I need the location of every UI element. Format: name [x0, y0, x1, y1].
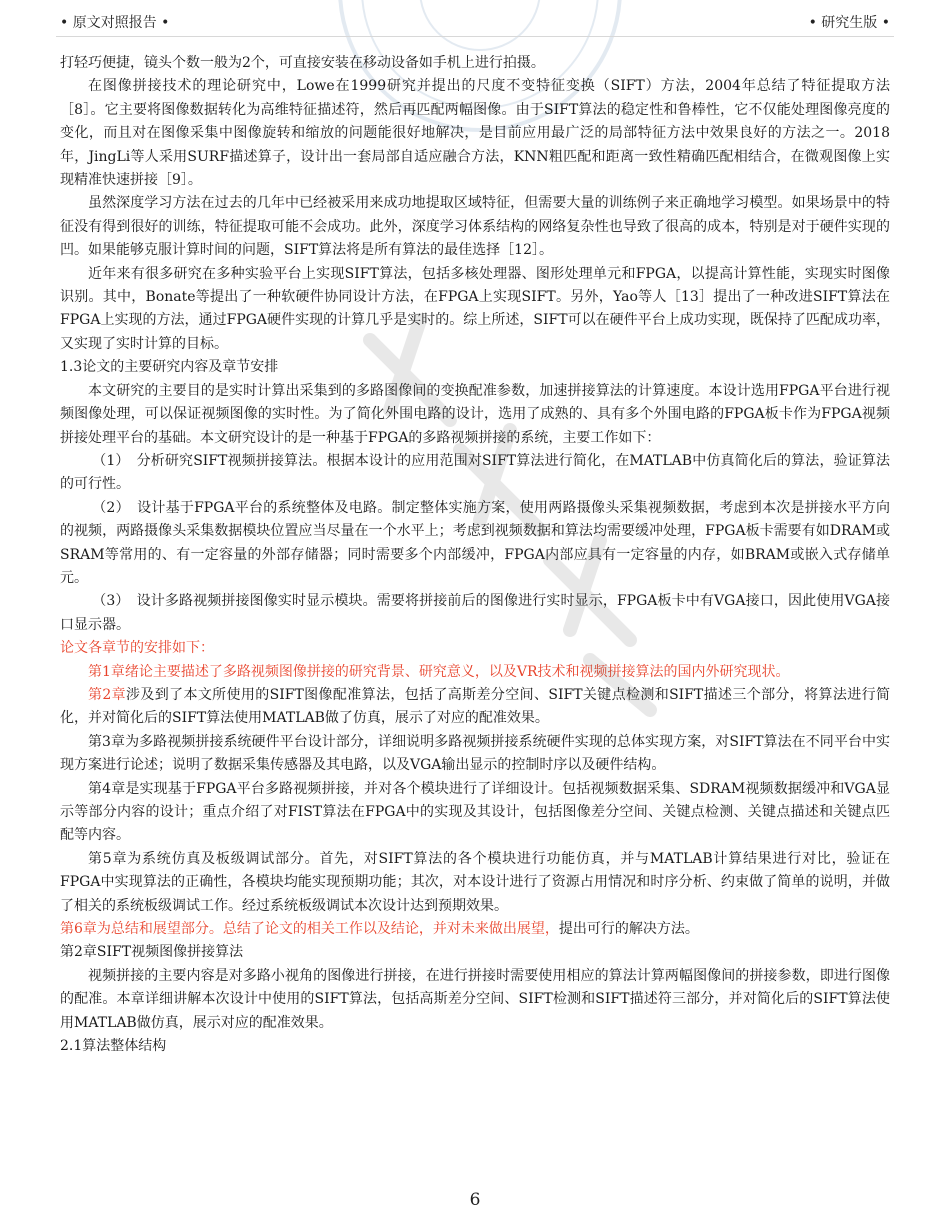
header-divider — [56, 36, 894, 37]
paragraph — [60, 918, 890, 941]
paragraph — [60, 684, 890, 731]
highlighted-span: 第6章为总结和展望部分。总结了论文的相关工作以及结论，并对未来做出展望， — [60, 921, 559, 938]
section-heading: 2.1算法整体结构 — [60, 1038, 167, 1055]
paragraph: 第3章为多路视频拼接系统硬件平台设计部分，详细说明多路视频拼接系统硬件实现的总体实现方案，对SIFT算法在不同平台中实现方案进行论述；说明了数据采集传感器及其电路，以及VGA输出显示的控制时序以及硬件结构。 — [60, 733, 890, 774]
list-item: （1） 分析研究SIFT视频拼接算法。根据本设计的应用范围对SIFT算法进行简化，在MATLAB中仿真简化后的算法，验证算法的可行性。 — [60, 452, 890, 493]
list-item: （3） 设计多路视频拼接图像实时显示模块。需要将拼接前后的图像进行实时显示，FPGA板卡中有VGA接口，因此使用VGA接口显示器。 — [60, 593, 890, 633]
chapter-heading: 第2章SIFT视频图像拼接算法 — [60, 944, 244, 961]
page-number: 6 — [469, 1190, 481, 1210]
paragraph: 打轻巧便捷，镜头个数一般为2个，可直接安装在移动设备如手机上进行拍摄。 — [60, 55, 545, 71]
paragraph: 在图像拼接技术的理论研究中，Lowe在1999研究并提出的尺度不变特征变换（SIFT）方法，2004年总结了特征提取方法［8］。它主要将图像数据转化为高维特征描述符，然后再匹配两幅图像。由于SIFT算法的稳定性和鲁棒性，它不仅能处理图像亮度的变化，而且对在图像采集中图像旋转和缩放的问题能很好地解决，是目前应用最广泛的局部特征方法中效果良好的方法之一。2018年，JingLi等人采用SURF描述算子，设计出一套局部自适应融合方法，KNN粗匹配和距离一致性精确匹配相结合，在微观图像上实现精准快速拼接［9］。 — [60, 78, 890, 189]
header-left-label: • 原文对照报告 • — [60, 15, 170, 31]
paragraph: 第4章是实现基于FPGA平台多路视频拼接，并对各个模块进行了详细设计。包括视频数据采集、SDRAM视频数据缓冲和VGA显示等部分内容的设计；重点介绍了对FIST算法在FPGA中的实现及其设计，包括图像差分空间、关键点检测、关键点描述和关键点匹配等内容。 — [60, 780, 890, 844]
paragraph: 近年来有很多研究在多种实验平台上实现SIFT算法，包括多核处理器、图形处理单元和FPGA，以提高计算性能，实现实时图像识别。其中，Bonate等提出了一种软硬件协同设计方法，在FPGA上实现SIFT。另外，Yao等人［13］提出了一种改进SIFT算法在FPGA上实现的方法，通过FPGA硬件实现的计算几乎是实时的。综上所述，SIFT可以在硬件平台上成功实现，既保持了匹配成功率，又实现了实时计算的目标。 — [60, 265, 890, 352]
paragraph: 虽然深度学习方法在过去的几年中已经被采用来成功地提取区域特征，但需要大量的训练例子来正确地学习模型。如果场景中的特征没有得到很好的训练，特征提取可能不会成功。此外，深度学习体系结构的网络复杂性也导致了很高的成本，特别是对于硬件实现的凹。如果能够克服计算时间的问题，SIFT算法将是所有算法的最佳选择［12］。 — [60, 195, 890, 259]
highlighted-paragraph: 第1章绪论主要描述了多路视频图像拼接的研究背景、研究意义，以及VR技术和视频拼接算法的国内外研究现状。 — [88, 663, 790, 680]
list-item: （2） 设计基于FPGA平台的系统整体及电路。制定整体实施方案，使用两路摄像头采集视频数据，考虑到本次是拼接水平方向的视频，两路摄像头采集数据模块位置应当尽量在一个水平上；考虑到视频数据和算法均需要缓冲处理，FPGA板卡需要有如DRAM或SRAM等常用的、有一定容量的外部存储器；同时需要多个内部缓冲，FPGA内部应具有一定容量的内存，如BRAM或嵌入式存储单元。 — [60, 499, 890, 586]
paragraph: 视频拼接的主要内容是对多路小视角的图像进行拼接，在进行拼接时需要使用相应的算法计算两幅图像间的拼接参数，即进行图像的配准。本章详细讲解本次设计中使用的SIFT算法，包括高斯差分空间、SIFT检测和SIFT描述符三部分，并对简化后的SIFT算法使用MATLAB做仿真，展示对应的配准效果。 — [60, 967, 890, 1031]
section-heading: 1.3论文的主要研究内容及章节安排 — [60, 359, 279, 376]
highlighted-span: 第2章 — [88, 686, 126, 703]
header-right-label: • 研究生版 • — [808, 15, 890, 31]
highlighted-heading: 论文各章节的安排如下： — [60, 640, 214, 657]
paragraph-text: 提出可行的解决方法。 — [558, 921, 699, 938]
document-body — [60, 52, 890, 1058]
paragraph-text: 涉及到了本文所使用的SIFT图像配准算法，包括了高斯差分空间、SIFT关键点检测和SIFT描述三个部分，将算法进行简化，并对简化后的SIFT算法使用MATLAB做了仿真，展示了对应的配准效果。 — [60, 686, 890, 727]
paragraph: 本文研究的主要目的是实时计算出采集到的多路图像间的变换配准参数，加速拼接算法的计算速度。本设计选用FPGA平台进行视频图像处理，可以保证视频图像的实时性。为了简化外围电路的设计，选用了成熟的、具有多个外围电路的FPGA板卡作为FPGA视频拼接处理平台的基础。本文研究设计的是一种基于FPGA的多路视频拼接的系统，主要工作如下： — [60, 382, 890, 446]
paragraph: 第5章为系统仿真及板级调试部分。首先，对SIFT算法的各个模块进行功能仿真，并与MATLAB计算结果进行对比，验证在FPGA中实现算法的正确性，各模块均能实现预期功能；其次，对本设计进行了资源占用情况和时序分析、约束做了简单的说明，并做了相关的系统板级调试工作。经过系统板级调试本次设计达到预期效果。 — [60, 850, 890, 914]
